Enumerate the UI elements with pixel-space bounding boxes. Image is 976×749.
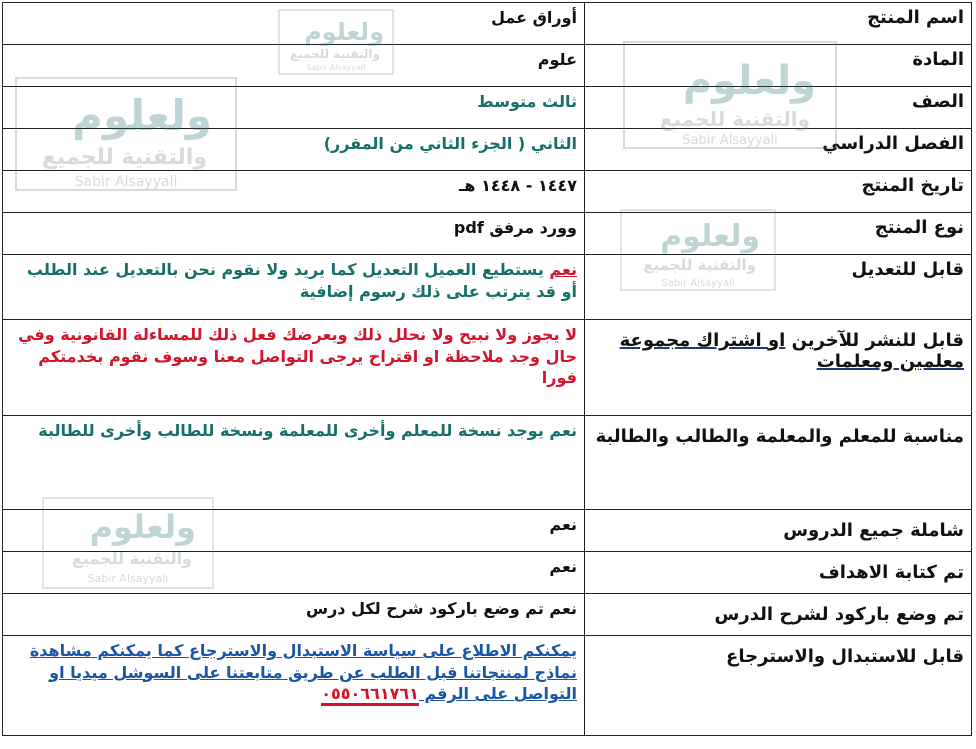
table-row (3, 594, 972, 636)
row-value: وورد مرفق pdf (3, 213, 585, 255)
svg-text:ولعلوم: ولعلوم (660, 219, 760, 254)
row-key: الفصل الدراسي (585, 129, 972, 171)
row-key (585, 320, 972, 416)
svg-text:ولعلوم: ولعلوم (304, 18, 384, 46)
svg-text:ولعلوم: ولعلوم (89, 508, 196, 546)
table-row (3, 510, 972, 552)
svg-text:ولعلوم: ولعلوم (72, 91, 212, 140)
svg-text:Sabir Alsayyali: Sabir Alsayyali (682, 133, 778, 148)
table-row (3, 87, 972, 129)
row-key: تاريخ المنتج (585, 171, 972, 213)
row-value: لا يجوز ولا نبيح ولا نحلل ذلك ويعرضك فعل ذلك للمساءلة القانونية وفي حال وجد ملاحظة او اقتراح يرجى التواصل معنا وسوف نقوم بخدمتكم فورا (3, 320, 585, 416)
row-key: شاملة جميع الدروس (585, 510, 972, 552)
table-row (3, 213, 972, 255)
svg-text:والتقنية للجميع: والتقنية للجميع (643, 256, 756, 274)
svg-text:Sabir Alsayyali: Sabir Alsayyali (661, 278, 735, 289)
key-part-2: او (767, 330, 786, 351)
row-key: اسم المنتج (585, 3, 972, 45)
row-key: نوع المنتج (585, 213, 972, 255)
table-row (3, 129, 972, 171)
product-spec-sheet (2, 2, 972, 716)
row-value (3, 636, 585, 736)
svg-text:Sabir Alsayyali: Sabir Alsayyali (87, 572, 169, 585)
table-row (3, 552, 972, 594)
row-key: قابل للاستبدال والاسترجاع (585, 636, 972, 736)
row-key: المادة (585, 45, 972, 87)
value-rest: يستطيع العميل التعديل كما يريد ولا نقوم نحن بالتعديل عند الطلب أو قد يترتب على ذلك رسوم إضافية (26, 260, 577, 301)
row-value: ثالث متوسط (3, 87, 585, 129)
svg-text:Sabir Alsayyali: Sabir Alsayyali (306, 63, 366, 72)
table-row (3, 320, 972, 416)
table-row (3, 3, 972, 45)
row-value: نعم (3, 552, 585, 594)
table-row (3, 45, 972, 87)
row-value: ١٤٤٧ - ١٤٤٨ هـ (3, 171, 585, 213)
row-value (3, 255, 585, 320)
product-spec-table (2, 2, 972, 736)
row-key: مناسبة للمعلم والمعلمة والطالب والطالبة (585, 416, 972, 510)
svg-text:والتقنية للجميع: والتقنية للجميع (41, 145, 207, 170)
row-value: نعم (3, 510, 585, 552)
row-value: الثاني ( الجزء الثاني من المقرر) (3, 129, 585, 171)
phone-number: ٠٥٥٠٦٦١٧٦١ (321, 684, 419, 706)
value-text: يمكنكم الاطلاع على سياسة الاستبدال والاسترجاع كما يمكنكم مشاهدة نماذج لمنتجاتنا قبل الطلب عن طريق متابعتنا على السوشل ميديا او التواصل على الرقم (29, 641, 577, 704)
svg-text:Sabir Alsayyali: Sabir Alsayyali (74, 174, 178, 190)
svg-text:والتقنية للجميع: والتقنية للجميع (659, 107, 810, 131)
row-key: تم كتابة الاهداف (585, 552, 972, 594)
row-key: قابل للتعديل (585, 255, 972, 320)
table-row (3, 636, 972, 736)
row-key: الصف (585, 87, 972, 129)
row-key: تم وضع باركود لشرح الدرس (585, 594, 972, 636)
table-row (3, 171, 972, 213)
key-part-1: قابل للنشر للآخرين (785, 330, 964, 351)
key-part-3: اشتراك مجموعة معلمين ومعلمات (619, 330, 964, 372)
svg-text:والتقنية للجميع: والتقنية للجميع (71, 549, 192, 568)
row-value: أوراق عمل (3, 3, 585, 45)
value-prefix: نعم (549, 260, 577, 279)
row-value: نعم يوجد نسخة للمعلم وأخرى للمعلمة ونسخة للطالب وأخرى للطالبة (3, 416, 585, 510)
table-row (3, 416, 972, 510)
table-row (3, 255, 972, 320)
row-value: نعم تم وضع باركود شرح لكل درس (3, 594, 585, 636)
svg-text:ولعلوم: ولعلوم (682, 58, 816, 104)
row-value: علوم (3, 45, 585, 87)
svg-text:والتقنية للجميع: والتقنية للجميع (289, 47, 380, 61)
